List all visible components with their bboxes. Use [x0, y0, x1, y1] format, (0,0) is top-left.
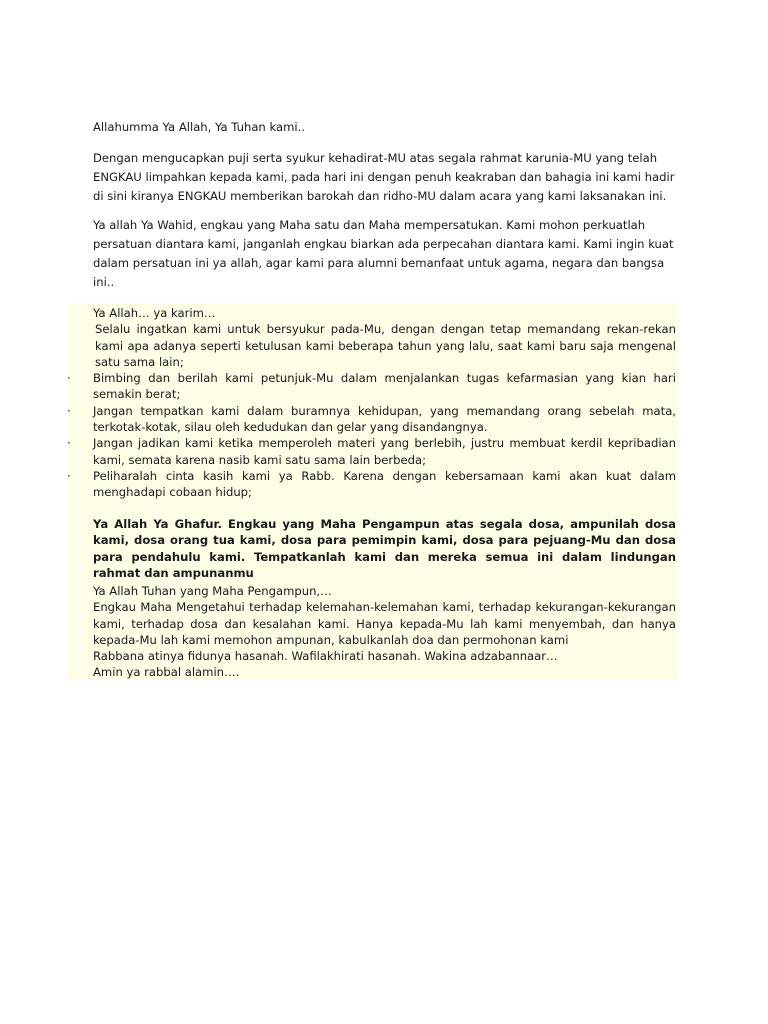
bullet-text: Bimbing dan berilah kami petunjuk-Mu dalam menjalankan tugas kefarmasian yang kian hari semakin berat; [93, 371, 676, 402]
paragraph-unity: Ya allah Ya Wahid, engkau yang Maha satu dan Maha mempersatukan. Kami mohon perkuatlah persatuan diantara kami, janganlah engkau biarkan ada perpecahan diantara kami. Kami ingin kuat dalam persatuan ini ya allah, agar kami para alumni bemanfaat untuk agama, negara dan bangsa ini.. [93, 218, 674, 289]
bullet-icon: · [67, 436, 71, 451]
section3-line3: Amin ya rabbal alamin…. [93, 665, 240, 680]
paragraph-opening: Dengan mengucapkan puji serta syukur kehadirat-MU atas segala rahmat karunia-MU yang telah ENGKAU limpahkan kepada kami, pada hari ini dengan penuh keakraban dan bahagia ini kami hadir di sini kiranya ENGKAU memberikan barokah dan ridho-MU dalam acara yang kami laksanakan ini. [93, 151, 675, 203]
list-item [67, 435, 676, 468]
list-item [67, 370, 676, 403]
bullet-text: Jangan jadikan kami ketika memperoleh materi yang berlebih, justru membuat kerdil kepribadian kami, semata karena nasib kami satu sama lain berbeda; [93, 436, 676, 467]
list-item [67, 468, 676, 501]
bullet-text: Peliharalah cinta kasih kami ya Rabb. Karena dengan kebersamaan kami akan kuat dalam menghadapi cobaan hidup; [93, 468, 676, 500]
section1-line1: Selalu ingatkan kami untuk bersyukur pada-Mu, dengan dengan tetap memandang rekan-rekan kami apa adanya seperti ketulusan kami beberapa tahun yang lalu, saat kami baru saja mengenal satu sama lain; [95, 322, 676, 369]
section3-line1: Engkau Maha Mengetahui terhadap kelemahan-kelemahan kami, terhadap kekurangan-kekurangan kami, terhadap dosa dan kesalahan kami. Hanya kepada-Mu lah kami menyembah, dan hanya kepada-Mu lah kami memohon ampunan, kabulkanlah doa dan permohonan kami [93, 600, 676, 647]
bullet-icon: · [67, 371, 71, 386]
section1-opening: Ya Allah… ya karim… [93, 306, 216, 320]
bullet-icon: · [67, 468, 71, 483]
bullet-icon: · [67, 403, 71, 418]
prayer-section-ghafur: Ya Allah Ya Ghafur. Engkau yang Maha Pengampun atas segala dosa, ampunilah dosa kami, dosa orang tua kami, dosa para pemimpin kami, dosa para pejuang-Mu dan dosa para pendahulu kami. Tempatkanlah kami dan mereka semua ini dalam lindungan rahmat dan ampunanmu [93, 517, 676, 580]
list-item [67, 403, 676, 436]
bullet-text: Jangan tempatkan kami dalam buramnya kehidupan, yang memandang orang sebelah mata, terkotak-kotak, silau oleh kedudukan dan gelar yang disandangnya. [93, 403, 676, 435]
prayer-section-1 [67, 305, 676, 501]
greeting-line: Allahumma Ya Allah, Ya Tuhan kami.. [93, 120, 305, 134]
section3-line2: Rabbana atinya fidunya hasanah. Wafilakhirati hasanah. Wakina adzabannaar… [93, 649, 558, 664]
section3-opening: Ya Allah Tuhan yang Maha Pengampun,… [93, 584, 332, 598]
prayer-section-3 [93, 583, 676, 681]
